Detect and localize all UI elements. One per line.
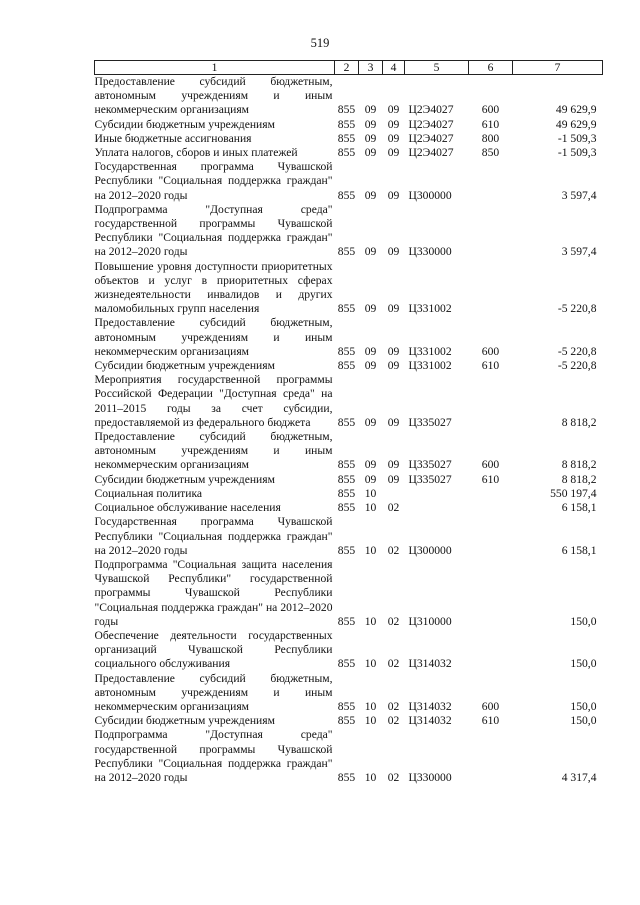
ministry-code: 855	[337, 770, 356, 784]
section-code: 10	[364, 770, 377, 784]
amount-value: 150,0	[570, 614, 597, 628]
table-row	[95, 714, 603, 728]
column-header: 4	[383, 61, 405, 75]
ministry-code: 855	[337, 188, 356, 202]
ministry-code: 855	[337, 415, 356, 429]
target-article-code: Ц300000	[408, 188, 452, 202]
ministry-code: 855	[337, 699, 356, 713]
row-name: Социальное обслуживание населения	[94, 501, 281, 515]
section-code: 09	[364, 146, 377, 160]
expense-type-code	[469, 558, 513, 629]
table-row	[95, 629, 603, 672]
amount-value: 49 629,9	[555, 103, 597, 117]
ministry-code: 855	[337, 657, 356, 671]
expense-type-code	[469, 515, 513, 558]
ministry-code: 855	[337, 302, 356, 316]
target-article-code: Ц335027	[408, 472, 452, 486]
target-article-code	[405, 487, 469, 501]
table-row	[95, 316, 603, 359]
subsection-code: 02	[387, 714, 400, 728]
ministry-code: 855	[337, 103, 356, 117]
ministry-code: 855	[337, 501, 356, 515]
target-article-code: Ц314032	[408, 699, 452, 713]
amount-value: 3 597,4	[561, 188, 597, 202]
row-name: Иные бюджетные ассигнования	[94, 131, 252, 145]
section-code: 09	[364, 472, 377, 486]
row-name: Социальная политика	[94, 486, 203, 500]
section-code: 10	[364, 501, 377, 515]
subsection-code: 02	[387, 770, 400, 784]
subsection-code: 02	[387, 699, 400, 713]
table-body	[95, 75, 603, 786]
section-code: 10	[364, 657, 377, 671]
expense-type-code	[469, 629, 513, 672]
subsection-code: 02	[387, 501, 400, 515]
expense-type-code: 600	[481, 344, 500, 358]
row-name: Предоставление субсидий бюджетным, автономным учреждениям и иным некоммерческим организациям	[94, 75, 333, 117]
amount-value: -5 220,8	[557, 359, 597, 373]
amount-value: 8 818,2	[561, 472, 597, 486]
column-header: 6	[469, 61, 513, 75]
section-code: 09	[364, 188, 377, 202]
expense-type-code: 610	[481, 714, 500, 728]
table-row	[95, 430, 603, 473]
expense-type-code	[469, 373, 513, 430]
table-row	[95, 203, 603, 260]
section-code: 09	[364, 415, 377, 429]
target-article-code	[405, 501, 469, 515]
target-article-code: Ц310000	[408, 614, 452, 628]
row-name: Субсидии бюджетным учреждениям	[94, 714, 275, 728]
ministry-code: 855	[337, 245, 356, 259]
section-code: 09	[364, 359, 377, 373]
target-article-code: Ц330000	[408, 770, 452, 784]
table-row	[95, 558, 603, 629]
expense-type-code	[469, 501, 513, 515]
row-name: Подпрограмма "Доступная среда" государственной программы Чувашской Республики "Социальная поддержка граждан" на 2012–2020 годы	[94, 728, 333, 784]
table-row	[95, 132, 603, 146]
target-article-code: Ц331002	[408, 359, 452, 373]
row-name: Государственная программа Чувашской Республики "Социальная поддержка граждан" на 2012–2020 годы	[94, 515, 333, 557]
subsection-code: 09	[387, 359, 400, 373]
row-name: Подпрограмма "Социальная защита населения Чувашской Республики" государственной программы Чувашской Республики "Социальная поддержка граждан" на 2012–2020 годы	[94, 557, 333, 628]
subsection-code: 09	[387, 103, 400, 117]
section-code: 09	[364, 302, 377, 316]
expense-type-code: 600	[481, 699, 500, 713]
table-row	[95, 501, 603, 515]
target-article-code: Ц335027	[408, 415, 452, 429]
expense-type-code	[469, 160, 513, 203]
section-code: 09	[364, 103, 377, 117]
column-header: 7	[513, 61, 603, 75]
target-article-code: Ц330000	[408, 245, 452, 259]
amount-value: 150,0	[570, 714, 597, 728]
ministry-code: 855	[337, 614, 356, 628]
section-code: 10	[364, 486, 377, 500]
ministry-code: 855	[337, 359, 356, 373]
ministry-code: 855	[337, 344, 356, 358]
row-name: Обеспечение деятельности государственных организаций Чувашской Республики социального обслуживания	[94, 628, 333, 671]
amount-value: 6 158,1	[561, 543, 597, 557]
section-code: 09	[364, 117, 377, 131]
target-article-code: Ц314032	[408, 657, 452, 671]
ministry-code: 855	[337, 714, 356, 728]
section-code: 10	[364, 543, 377, 557]
subsection-code: 09	[387, 245, 400, 259]
amount-value: -5 220,8	[557, 302, 597, 316]
ministry-code: 855	[337, 458, 356, 472]
amount-value: -1 509,3	[557, 146, 597, 160]
table-row	[95, 160, 603, 203]
expense-type-code: 610	[481, 359, 500, 373]
section-code: 09	[364, 245, 377, 259]
section-code: 10	[364, 614, 377, 628]
amount-value: 3 597,4	[561, 245, 597, 259]
expense-type-code: 850	[481, 146, 500, 160]
row-name: Мероприятия государственной программы Российской Федерации "Доступная среда" на 2011–2015 годы за счет субсидии, предоставляемой из федерального бюджета	[94, 373, 333, 429]
section-code: 09	[364, 344, 377, 358]
table-row	[95, 75, 603, 118]
ministry-code: 855	[337, 146, 356, 160]
ministry-code: 855	[337, 472, 356, 486]
subsection-code: 09	[387, 472, 400, 486]
expense-type-code	[469, 728, 513, 785]
row-name: Государственная программа Чувашской Республики "Социальная поддержка граждан" на 2012–2020 годы	[94, 160, 333, 202]
column-header: 3	[359, 61, 383, 75]
row-name: Повышение уровня доступности приоритетных объектов и услуг в приоритетных сферах жизнедеятельности инвалидов и других маломобильных групп населения	[94, 259, 333, 316]
expense-type-code: 800	[481, 131, 500, 145]
section-code: 10	[364, 699, 377, 713]
target-article-code: Ц331002	[408, 344, 452, 358]
subsection-code: 09	[387, 415, 400, 429]
subsection-code	[383, 487, 405, 501]
target-article-code: Ц335027	[408, 458, 452, 472]
row-name: Субсидии бюджетным учреждениям	[94, 359, 275, 373]
table-row	[95, 260, 603, 317]
amount-value: 49 629,9	[555, 117, 597, 131]
expense-type-code: 610	[481, 117, 500, 131]
row-name: Предоставление субсидий бюджетным, автономным учреждениям и иным некоммерческим организациям	[94, 316, 333, 358]
ministry-code: 855	[337, 131, 356, 145]
section-code: 09	[364, 131, 377, 145]
subsection-code: 09	[387, 458, 400, 472]
row-name: Подпрограмма "Доступная среда" государственной программы Чувашской Республики "Социальная поддержка граждан" на 2012–2020 годы	[94, 202, 333, 259]
subsection-code: 09	[387, 188, 400, 202]
table-row	[95, 359, 603, 373]
table-row	[95, 487, 603, 501]
ministry-code: 855	[337, 117, 356, 131]
subsection-code: 02	[387, 543, 400, 557]
amount-value: 8 818,2	[561, 458, 597, 472]
amount-value: 550 197,4	[550, 486, 597, 500]
expense-type-code: 600	[481, 458, 500, 472]
ministry-code: 855	[337, 486, 356, 500]
table-row	[95, 515, 603, 558]
row-name: Субсидии бюджетным учреждениям	[94, 117, 275, 131]
expense-type-code: 610	[481, 472, 500, 486]
subsection-code: 02	[387, 657, 400, 671]
subsection-code: 09	[387, 146, 400, 160]
expense-type-code	[469, 203, 513, 260]
table-row	[95, 672, 603, 715]
column-header: 2	[335, 61, 359, 75]
expense-type-code	[469, 487, 513, 501]
expense-type-code	[469, 260, 513, 317]
target-article-code: Ц314032	[408, 714, 452, 728]
table-header-row	[95, 61, 603, 75]
budget-table	[94, 60, 603, 785]
target-article-code: Ц2Э4027	[408, 103, 454, 117]
subsection-code: 09	[387, 302, 400, 316]
row-name: Предоставление субсидий бюджетным, автономным учреждениям и иным некоммерческим организациям	[94, 671, 333, 713]
expense-type-code: 600	[481, 103, 500, 117]
table-row	[95, 373, 603, 430]
column-header: 5	[405, 61, 469, 75]
target-article-code: Ц331002	[408, 302, 452, 316]
target-article-code: Ц2Э4027	[408, 117, 454, 131]
row-name: Субсидии бюджетным учреждениям	[94, 472, 275, 486]
amount-value: 8 818,2	[561, 415, 597, 429]
row-name: Уплата налогов, сборов и иных платежей	[94, 146, 298, 160]
amount-value: -5 220,8	[557, 344, 597, 358]
subsection-code: 09	[387, 344, 400, 358]
subsection-code: 02	[387, 614, 400, 628]
target-article-code: Ц300000	[408, 543, 452, 557]
amount-value: 150,0	[570, 657, 597, 671]
section-code: 10	[364, 714, 377, 728]
subsection-code: 09	[387, 131, 400, 145]
table-row	[95, 473, 603, 487]
target-article-code: Ц2Э4027	[408, 131, 454, 145]
table-row	[95, 146, 603, 160]
page-number: 519	[310, 36, 330, 50]
ministry-code: 855	[337, 543, 356, 557]
section-code: 09	[364, 458, 377, 472]
subsection-code: 09	[387, 117, 400, 131]
amount-value: 150,0	[570, 699, 597, 713]
table-row	[95, 118, 603, 132]
amount-value: 6 158,1	[561, 501, 597, 515]
amount-value: 4 317,4	[561, 770, 597, 784]
amount-value: -1 509,3	[557, 131, 597, 145]
row-name: Предоставление субсидий бюджетным, автономным учреждениям и иным некоммерческим организациям	[94, 430, 333, 472]
column-header: 1	[95, 61, 335, 75]
table-row	[95, 728, 603, 785]
target-article-code: Ц2Э4027	[408, 146, 454, 160]
